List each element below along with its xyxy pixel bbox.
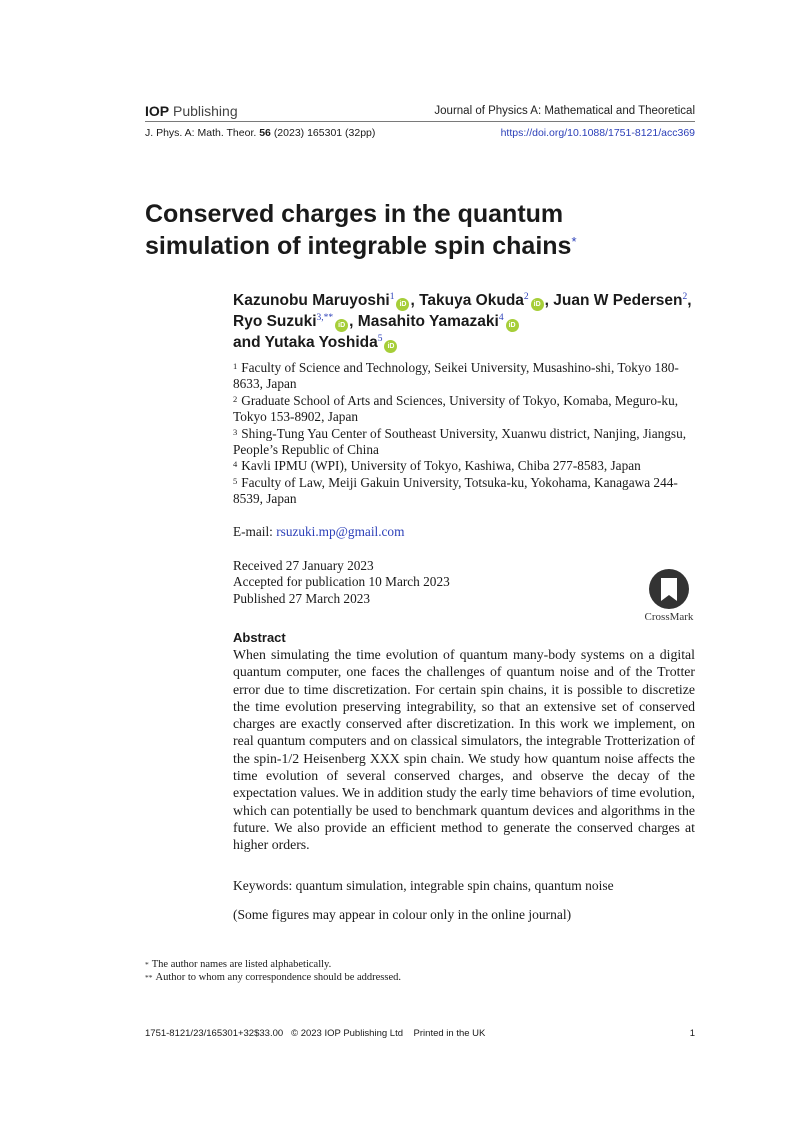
orcid-icon[interactable]: iD: [396, 298, 409, 311]
publisher-logo: [145, 103, 238, 119]
affiliation-text: Graduate School of Arts and Sciences, University of Tokyo, Komaba, Meguro-ku, Tokyo 153-8902, Japan: [233, 392, 679, 425]
affiliation: [233, 458, 695, 474]
affiliation-text: Faculty of Science and Technology, Seikei University, Musashino-shi, Tokyo 180-8633, Japan: [233, 360, 679, 392]
abstract-heading: Abstract: [233, 630, 286, 645]
author-conjunction: and: [233, 334, 261, 351]
citation-suffix: (2023) 165301 (32pp): [273, 127, 376, 139]
footnote-mark: **: [145, 973, 153, 982]
footnote: [145, 971, 401, 984]
author-name: Juan W Pedersen: [553, 292, 683, 309]
received-date: Received 27 January 2023: [233, 558, 374, 573]
crossmark-label: CrossMark: [644, 611, 694, 623]
running-header: [145, 103, 695, 123]
footnote-text: The author names are listed alphabetically.: [151, 959, 332, 970]
affiliation-list: [233, 360, 695, 508]
header-rule: [145, 121, 695, 122]
colour-note: (Some figures may appear in colour only in the online journal): [233, 907, 572, 922]
author-separator: ,: [544, 292, 554, 309]
affiliation-number: 2: [233, 393, 238, 404]
affiliation: [233, 475, 695, 508]
author-name: Masahito Yamazaki: [357, 313, 499, 330]
author-affil-mark[interactable]: 5: [377, 334, 383, 344]
author-affil-mark[interactable]: 4: [498, 313, 504, 323]
title-line-2: simulation of integrable spin chains: [145, 232, 572, 260]
affiliation-number: 1: [233, 361, 238, 371]
email-link[interactable]: rsuzuki.mp@gmail.com: [276, 524, 405, 539]
affiliation-number: 3: [233, 426, 238, 437]
author-separator: ,: [349, 313, 358, 330]
footnote-mark: *: [145, 960, 149, 969]
paper-title: [145, 198, 665, 262]
footnote: [145, 958, 401, 971]
abstract-body: When simulating the time evolution of quantum many-body systems on a digital quantum computer, one faces the challenges of quantum noise and of the Trotter error due to time discretization. For certain spin chains, it is possible to discretize the time evolution preserving integrability, so that an extensive set of conserved charges are exactly conserved after discretization. In this work we implement, on real quantum computers and on classical simulators, the integrable Trotterization of the spin-1/2 Heisenberg XXX spin chain. We study how quantum noise affects the time evolution of several conserved charges, and observe the decay of the expectation values. We in addition study the early time behaviors of time evolution, which can potentially be used to benchmark quantum devices and algorithms in the future. We also provide an efficient method to generate the conserved charges at higher orders.: [233, 647, 695, 853]
author-affil-mark[interactable]: 2: [682, 292, 688, 302]
author-separator: ,: [410, 292, 420, 309]
affiliation-number: 5: [233, 475, 238, 486]
author-name: Yutaka Yoshida: [264, 334, 378, 351]
citation-prefix: J. Phys. A: Math. Theor.: [145, 127, 257, 139]
affiliation-text: Faculty of Law, Meiji Gakuin University, Totsuka-ku, Yokohama, Kanagawa 244-8539, Japan: [233, 474, 678, 507]
crossmark-badge[interactable]: [640, 568, 698, 628]
author-separator: ,: [687, 292, 692, 309]
publisher-bold: IOP: [145, 103, 170, 119]
publication-dates: [233, 558, 450, 607]
journal-name: Journal of Physics A: Mathematical and Theoretical: [434, 105, 695, 117]
affiliation-text: Kavli IPMU (WPI), University of Tokyo, Kashiwa, Chiba 277-8583, Japan: [241, 458, 641, 474]
title-line-1: Conserved charges in the quantum: [145, 200, 564, 228]
page-footer: [145, 1028, 695, 1039]
orcid-icon[interactable]: iD: [531, 298, 544, 311]
orcid-icon[interactable]: iD: [335, 319, 348, 332]
affiliation: [233, 360, 695, 393]
page-number: 1: [689, 1028, 695, 1039]
orcid-icon[interactable]: iD: [384, 340, 397, 353]
author-affil-mark[interactable]: 2: [523, 292, 529, 302]
affiliation-text: Shing-Tung Yau Center of Southeast University, Xuanwu district, Nanjing, Jiangsu, People’s Republic of China: [233, 425, 687, 458]
doi-link[interactable]: https://doi.org/10.1088/1751-8121/acc369: [500, 127, 695, 139]
author-list: [233, 290, 703, 353]
citation: [145, 127, 375, 139]
title-footnote-mark[interactable]: *: [571, 234, 577, 249]
citation-volume: 56: [259, 127, 271, 139]
affiliation-number: 4: [233, 459, 238, 470]
footnotes: [145, 958, 401, 984]
author-affil-mark[interactable]: 1: [389, 292, 395, 302]
affiliation: [233, 393, 695, 426]
affiliation: [233, 426, 695, 459]
author-name: Takuya Okuda: [419, 292, 524, 309]
author-name: Kazunobu Maruyoshi: [233, 292, 390, 309]
published-date: Published 27 March 2023: [233, 590, 371, 606]
author-name: Ryo Suzuki: [233, 313, 317, 330]
footnote-text: Author to whom any correspondence should be addressed.: [155, 972, 402, 983]
footer-info: 1751-8121/23/165301+32$33.00 © 2023 IOP Publishing Ltd Printed in the UK: [145, 1028, 486, 1039]
contact-email: [233, 524, 404, 540]
accepted-date: Accepted for publication 10 March 2023: [233, 574, 450, 590]
crossmark-icon: [640, 568, 698, 612]
keywords: Keywords: quantum simulation, integrable spin chains, quantum noise: [233, 878, 614, 893]
author-affil-mark[interactable]: 3,**: [316, 313, 334, 323]
orcid-icon[interactable]: iD: [506, 319, 519, 332]
publisher-light: Publishing: [173, 103, 238, 119]
email-label: E-mail:: [233, 524, 273, 539]
